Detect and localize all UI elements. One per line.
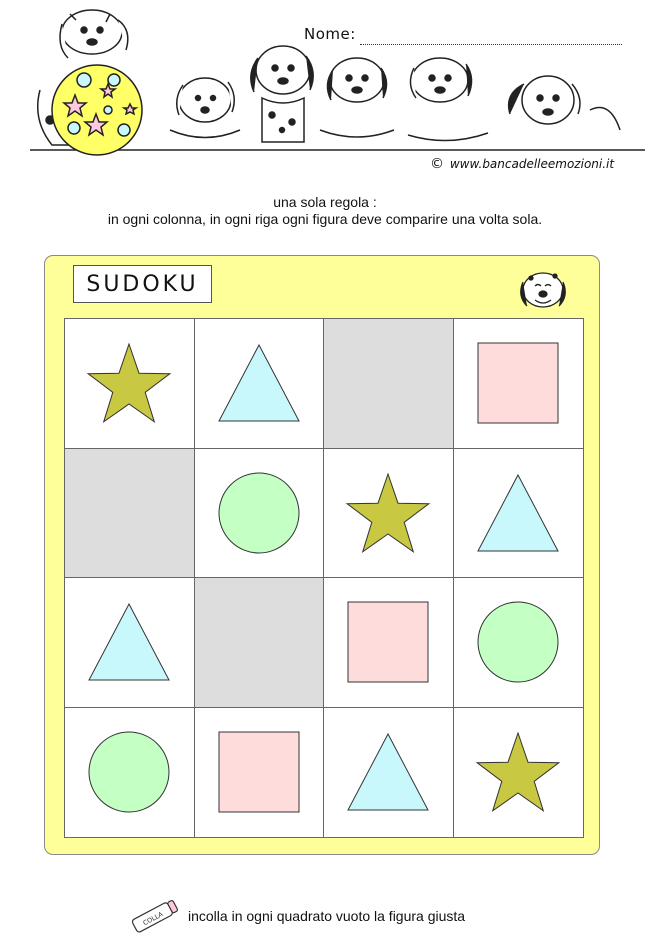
grid-cell-r2c2: [195, 449, 325, 579]
copyright: [430, 156, 614, 172]
grid-cell-r4c2: [195, 708, 325, 838]
square-shape: [468, 333, 568, 433]
footer: [128, 896, 465, 936]
rule-text: in ogni colonna, in ogni riga ogni figura deve comparire una volta sola.: [107, 211, 543, 227]
circle-shape: [79, 722, 179, 822]
square-shape: [209, 722, 309, 822]
grid-cell-r4c3: [324, 708, 454, 838]
circle-shape: [209, 463, 309, 563]
star-shape: [468, 722, 568, 822]
website-text: www.bancadelleemozioni.it: [449, 157, 615, 171]
grid-cell-r3c1: [65, 578, 195, 708]
rule-heading: una sola regola :: [273, 194, 377, 210]
puppy-with-ball-icon: [38, 10, 142, 155]
sudoku-grid: [64, 318, 584, 838]
grid-cell-r2c1[interactable]: [65, 449, 195, 579]
grid-cell-r1c3[interactable]: [324, 319, 454, 449]
grid-cell-r1c1: [65, 319, 195, 449]
grid-cell-r3c4: [454, 578, 584, 708]
header: [0, 0, 650, 180]
puppy-face-icon: [515, 264, 571, 312]
square-shape: [338, 592, 438, 692]
grid-cell-r3c3: [324, 578, 454, 708]
grid-cell-r3c2[interactable]: [195, 578, 325, 708]
puppies-row-icon: [170, 46, 620, 142]
triangle-shape: [79, 592, 179, 692]
board-title: SUDOKU: [73, 265, 212, 303]
glue-label: COLLA: [141, 910, 165, 928]
grid-cell-r4c1: [65, 708, 195, 838]
star-shape: [338, 463, 438, 563]
sudoku-board: [44, 255, 600, 855]
footer-text: incolla in ogni quadrato vuoto la figura giusta: [188, 908, 466, 924]
grid-cell-r1c2: [195, 319, 325, 449]
star-shape: [79, 333, 179, 433]
grid-cell-r2c3: [324, 449, 454, 579]
grid-cell-r1c4: [454, 319, 584, 449]
circle-shape: [468, 592, 568, 692]
triangle-shape: [338, 722, 438, 822]
name-label: Nome:: [304, 25, 356, 43]
triangle-shape: [209, 333, 309, 433]
grid-cell-r2c4: [454, 449, 584, 579]
triangle-shape: [468, 463, 568, 563]
name-field[interactable]: [360, 44, 622, 45]
grid-cell-r4c4: [454, 708, 584, 838]
glue-stick-icon: [128, 896, 182, 936]
copyright-symbol: ©: [430, 156, 444, 172]
